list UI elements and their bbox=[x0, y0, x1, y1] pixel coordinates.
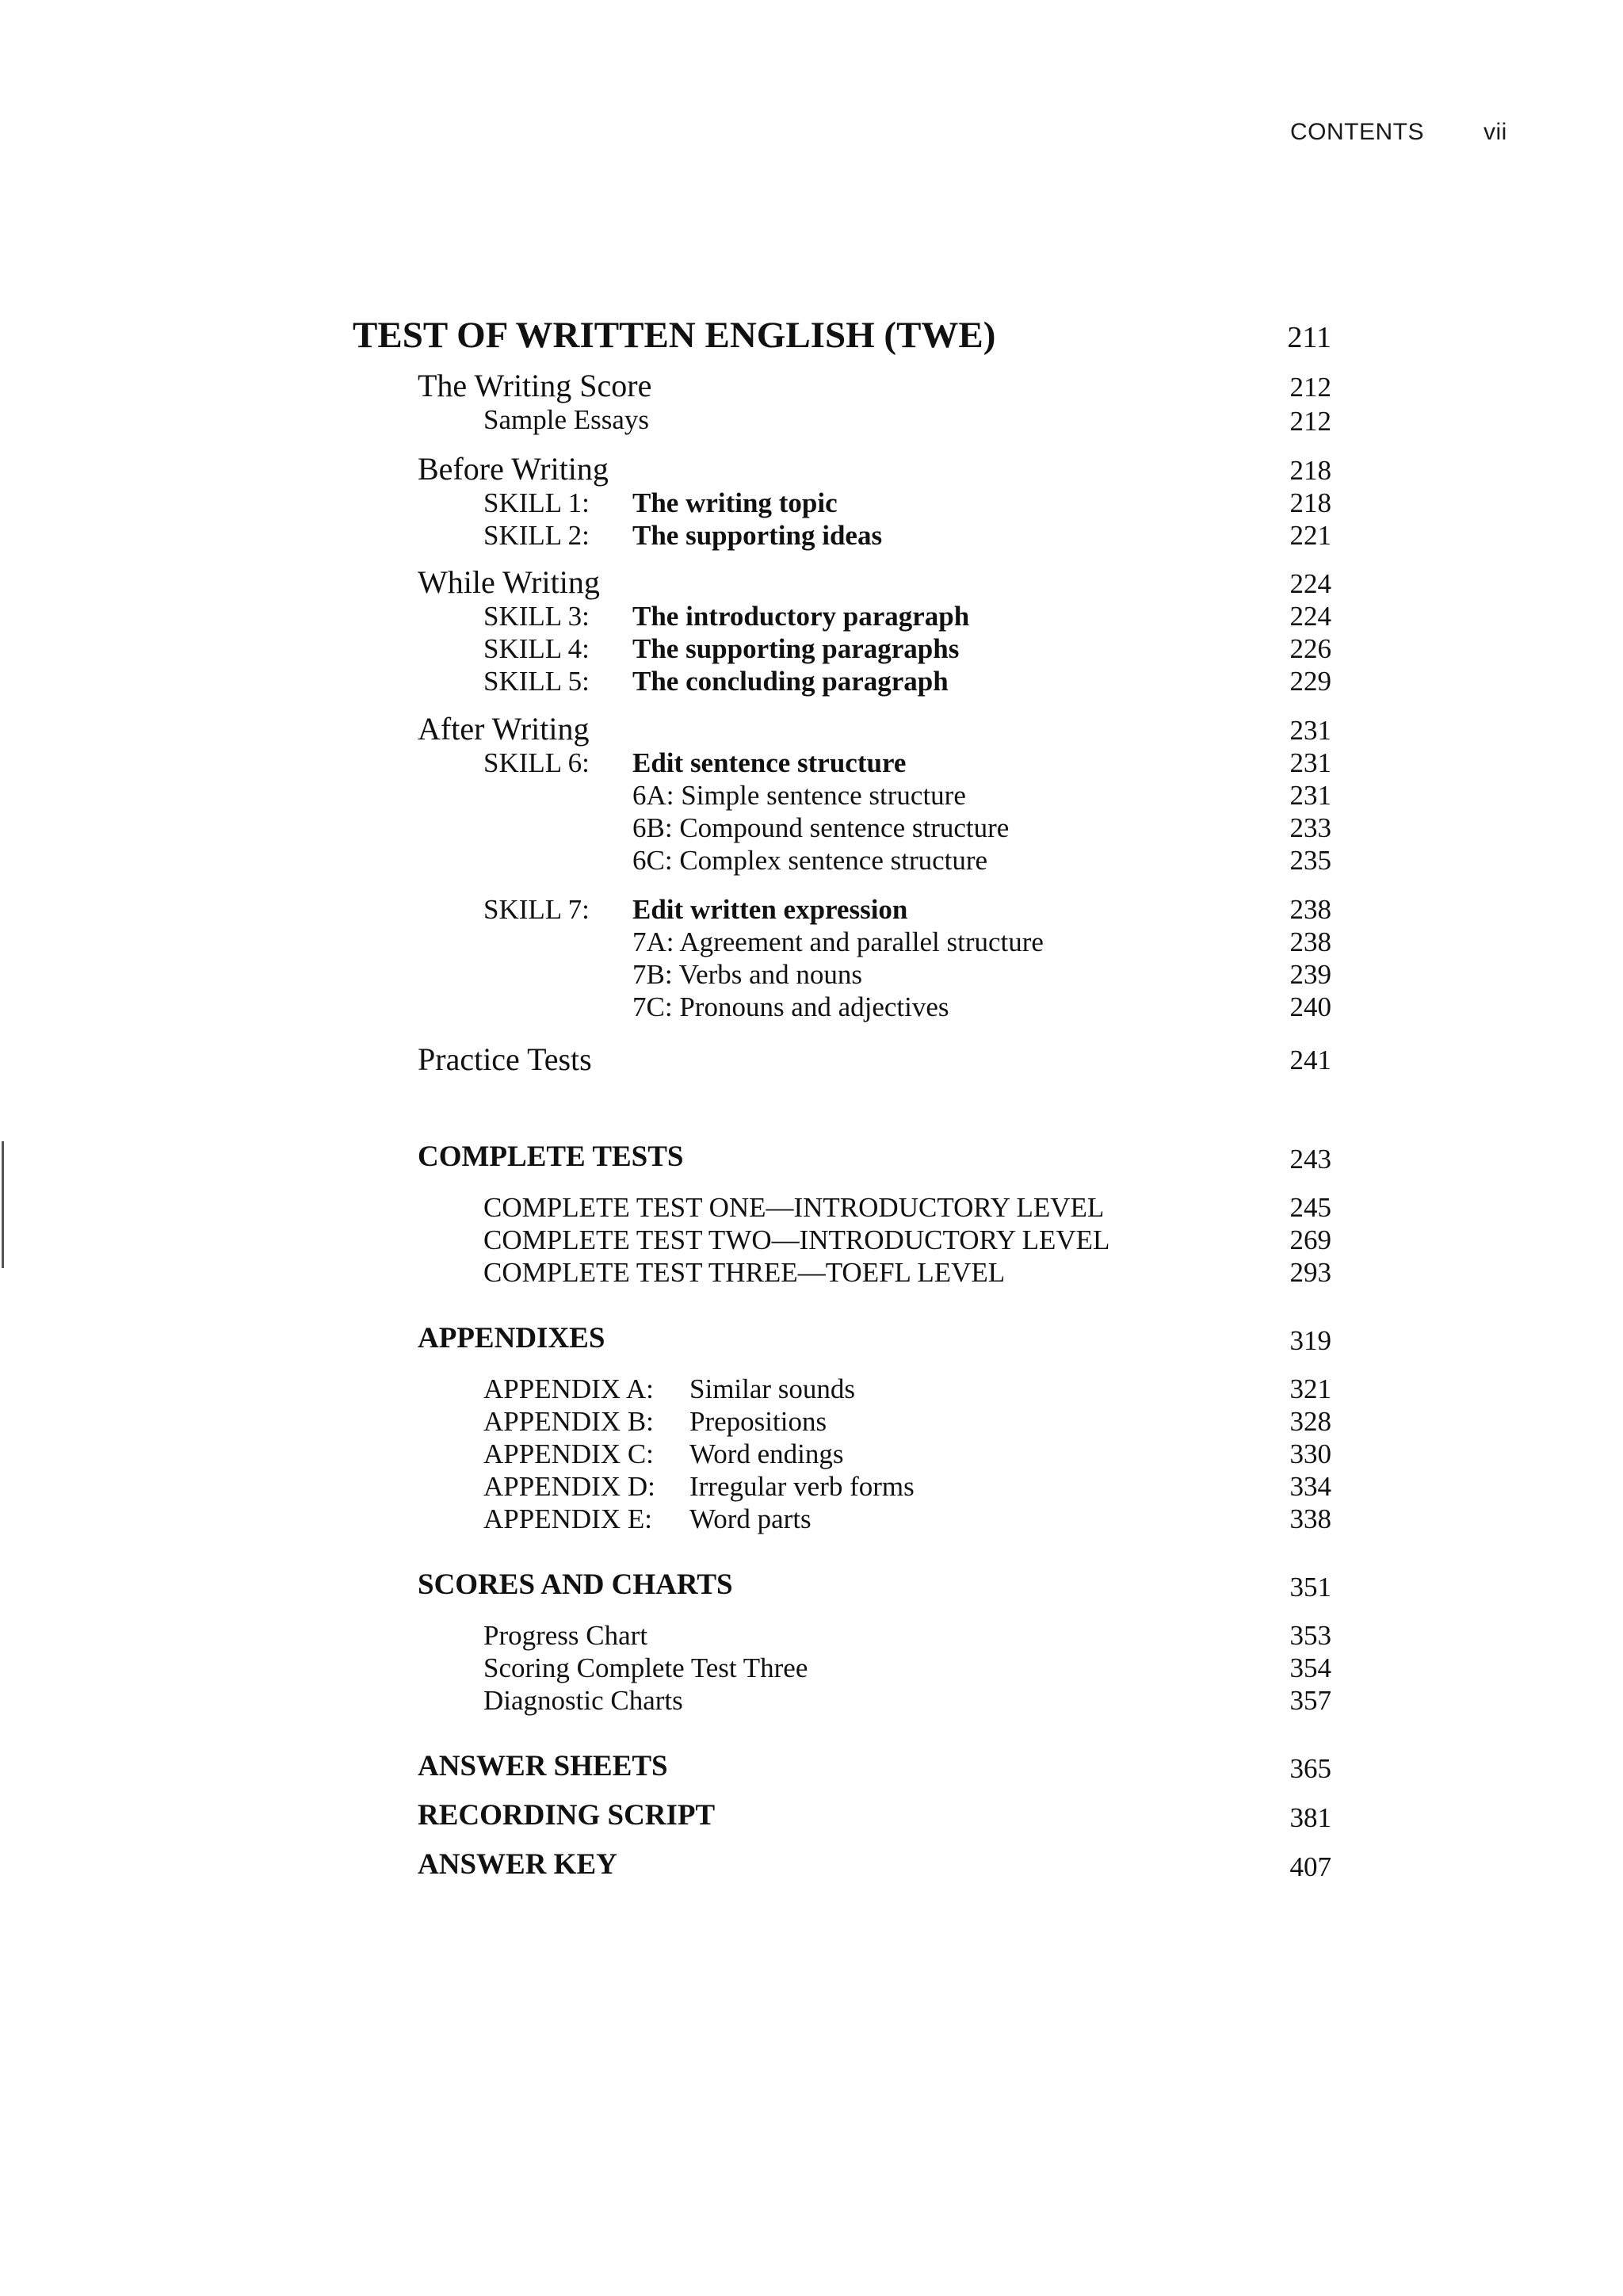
toc-page-number: 240 bbox=[1289, 991, 1331, 1022]
toc-page-number: 338 bbox=[1289, 1503, 1331, 1534]
toc-page-number: 293 bbox=[1289, 1257, 1331, 1288]
toc-page-number: 354 bbox=[1289, 1652, 1331, 1683]
toc-page-number: 212 bbox=[1289, 372, 1331, 403]
toc-subentry: Scoring Complete Test Three bbox=[483, 1652, 808, 1683]
toc-section-title: TEST OF WRITTEN ENGLISH (TWE) bbox=[353, 315, 996, 356]
toc-page-number: 233 bbox=[1289, 812, 1331, 843]
toc-skill-title: The supporting ideas bbox=[632, 520, 883, 551]
toc-skill-title: The supporting paragraphs bbox=[632, 633, 960, 664]
toc-subentry: Diagnostic Charts bbox=[483, 1685, 683, 1716]
toc-page-number: 241 bbox=[1289, 1045, 1331, 1075]
toc-section-title: APPENDIXES bbox=[418, 1322, 605, 1354]
toc-skill-label: SKILL 1: bbox=[483, 487, 590, 518]
toc-subskill: 7C: Pronouns and adjectives bbox=[632, 991, 949, 1022]
toc-page-number: 351 bbox=[1289, 1572, 1331, 1603]
toc-page-number: 269 bbox=[1289, 1224, 1331, 1255]
toc-appendix-label: APPENDIX C: bbox=[483, 1438, 654, 1469]
toc-skill-label: SKILL 4: bbox=[483, 633, 590, 664]
toc-page-number: 221 bbox=[1289, 520, 1331, 551]
toc-skill-title: The introductory paragraph bbox=[632, 601, 970, 632]
running-header-page-number: vii bbox=[1484, 119, 1507, 145]
toc-section-title: ANSWER SHEETS bbox=[418, 1750, 668, 1782]
toc-page-number: 243 bbox=[1289, 1144, 1331, 1175]
toc-page-number: 407 bbox=[1289, 1851, 1331, 1882]
toc-page-number: 224 bbox=[1289, 568, 1331, 599]
toc-skill-title: The concluding paragraph bbox=[632, 666, 949, 697]
toc-subentry: COMPLETE TEST ONE—INTRODUCTORY LEVEL bbox=[483, 1192, 1105, 1223]
toc-page-number: 231 bbox=[1289, 715, 1331, 746]
toc-heading: After Writing bbox=[418, 711, 590, 747]
toc-page-number: 245 bbox=[1289, 1192, 1331, 1223]
toc-appendix-label: APPENDIX E: bbox=[483, 1503, 652, 1534]
toc-page-number: 235 bbox=[1289, 845, 1331, 876]
toc-page-number: 319 bbox=[1289, 1325, 1331, 1356]
toc-page-number: 239 bbox=[1289, 959, 1331, 990]
toc-subskill: 7A: Agreement and parallel structure bbox=[632, 926, 1044, 957]
toc-skill-label: SKILL 7: bbox=[483, 894, 590, 925]
toc-page-number: 381 bbox=[1289, 1802, 1331, 1833]
toc-page-number: 218 bbox=[1289, 455, 1331, 486]
toc-appendix-label: APPENDIX B: bbox=[483, 1406, 654, 1437]
toc-section-title: ANSWER KEY bbox=[418, 1848, 617, 1881]
toc-subskill: 6A: Simple sentence structure bbox=[632, 780, 966, 811]
toc-skill-label: SKILL 6: bbox=[483, 747, 590, 778]
toc-appendix-label: APPENDIX A: bbox=[483, 1373, 654, 1404]
toc-subskill: 6C: Complex sentence structure bbox=[632, 845, 988, 876]
toc-heading: The Writing Score bbox=[418, 368, 652, 403]
toc-subskill: 7B: Verbs and nouns bbox=[632, 959, 863, 990]
toc-subentry: Sample Essays bbox=[483, 404, 650, 435]
toc-page-number: 211 bbox=[1287, 321, 1331, 354]
toc-section-title: SCORES AND CHARTS bbox=[418, 1568, 733, 1601]
toc-subskill: 6B: Compound sentence structure bbox=[632, 812, 1010, 843]
toc-page-number: 218 bbox=[1289, 487, 1331, 518]
toc-skill-title: Edit sentence structure bbox=[632, 747, 907, 778]
toc-page-number: 330 bbox=[1289, 1438, 1331, 1469]
toc-page-number: 238 bbox=[1289, 926, 1331, 957]
toc-appendix-title: Similar sounds bbox=[689, 1373, 856, 1404]
toc-appendix-title: Irregular verb forms bbox=[689, 1471, 915, 1502]
toc-page-number: 328 bbox=[1289, 1406, 1331, 1437]
toc-appendix-title: Word parts bbox=[689, 1503, 812, 1534]
toc-page-number: 238 bbox=[1289, 894, 1331, 925]
toc-page-number: 224 bbox=[1289, 601, 1331, 632]
toc-subentry: COMPLETE TEST THREE—TOEFL LEVEL bbox=[483, 1257, 1006, 1288]
toc-skill-label: SKILL 2: bbox=[483, 520, 590, 551]
toc-page-number: 357 bbox=[1289, 1685, 1331, 1716]
toc-appendix-title: Prepositions bbox=[689, 1406, 827, 1437]
toc-skill-title: Edit written expression bbox=[632, 894, 908, 925]
toc-section-title: RECORDING SCRIPT bbox=[418, 1799, 716, 1832]
toc-page-number: 212 bbox=[1289, 406, 1331, 437]
toc-heading: Practice Tests bbox=[418, 1041, 592, 1077]
toc-appendix-title: Word endings bbox=[689, 1438, 844, 1469]
toc-skill-title: The writing topic bbox=[632, 487, 838, 518]
toc-heading: While Writing bbox=[418, 564, 600, 600]
toc-subentry: COMPLETE TEST TWO—INTRODUCTORY LEVEL bbox=[483, 1224, 1110, 1255]
toc-skill-label: SKILL 3: bbox=[483, 601, 590, 632]
toc-page-number: 231 bbox=[1289, 780, 1331, 811]
toc-page-number: 365 bbox=[1289, 1753, 1331, 1784]
toc-subentry: Progress Chart bbox=[483, 1620, 648, 1651]
toc-page-number: 321 bbox=[1289, 1373, 1331, 1404]
toc-skill-label: SKILL 5: bbox=[483, 666, 590, 697]
toc-page-number: 334 bbox=[1289, 1471, 1331, 1502]
toc-section-title: COMPLETE TESTS bbox=[418, 1140, 684, 1173]
toc-page-number: 231 bbox=[1289, 747, 1331, 778]
toc-page-number: 229 bbox=[1289, 666, 1331, 697]
toc-page-number: 226 bbox=[1289, 633, 1331, 664]
toc-heading: Before Writing bbox=[418, 451, 609, 487]
toc-page-number: 353 bbox=[1289, 1620, 1331, 1651]
scan-edge-mark bbox=[2, 1141, 4, 1268]
toc-appendix-label: APPENDIX D: bbox=[483, 1471, 655, 1502]
running-header-title: CONTENTS bbox=[1290, 119, 1424, 145]
